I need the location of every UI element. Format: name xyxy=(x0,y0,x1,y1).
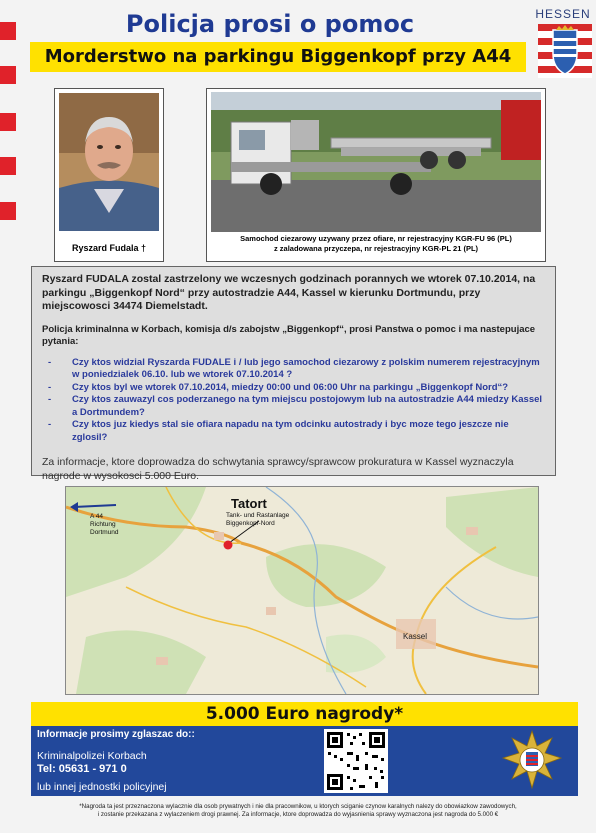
contact-phone: Tel: 05631 - 971 0 xyxy=(37,763,127,775)
police-star-icon xyxy=(501,730,563,792)
intro-paragraph: Ryszard FUDALA zostal zastrzelony we wczesnych godzinach porannych we wtorek 07.10.2014, na parkingu „Biggenkopf Nord“ przy autostradzie A44, Kassel w kierunku Dortmundu, przy miejscowosci 34474 Diemelstadt. xyxy=(42,273,536,312)
map-place-line: Tank- und Rastanlage xyxy=(226,512,290,519)
map-tatort-label: Tatort xyxy=(231,496,267,511)
edge-marker xyxy=(0,66,16,84)
list-dash: - xyxy=(48,356,52,368)
edge-marker xyxy=(0,113,16,131)
victim-caption: Ryszard Fudala † xyxy=(71,243,147,253)
map-kassel-label: Kassel xyxy=(403,632,428,641)
reward-paragraph: Za informacje, ktore doprowadza do schwytania sprawcy/sprawcow prokuratura w Kassel wyznaczyla nagrode w wysokosci 5.000 Euro. xyxy=(42,456,514,482)
page-title: Policja prosi o pomoc xyxy=(125,10,415,38)
map-a44-line: Dortmund xyxy=(90,529,119,536)
tatort-marker-icon xyxy=(224,541,233,550)
list-dash: - xyxy=(48,381,52,393)
question-text: Czy ktos zauwazyl cos poderzanego na tym miejscu postojowym lub na autostradzie A44 miedzy Kassel a Dortmundem? xyxy=(72,394,543,418)
list-item xyxy=(42,382,545,395)
victim-photo-card xyxy=(54,88,164,262)
list-dash: - xyxy=(48,394,52,405)
truck-caption xyxy=(211,234,541,253)
map-a44-line: Richtung xyxy=(90,521,116,528)
list-item xyxy=(42,357,545,382)
hessen-crest-icon xyxy=(538,24,592,78)
truck-photo xyxy=(211,92,541,232)
edge-marker xyxy=(0,202,16,220)
truck-photo-card xyxy=(206,88,546,262)
question-text: Czy ktos juz kiedys stal sie ofiara napadu na tym odcinku autostrady i byc moze tego jeszcze nie zglosil? xyxy=(72,419,509,443)
truck-caption-line: Samochod ciezarowy uzywany przez ofiare, nr rejestracyjny KGR-FU 96 (PL) xyxy=(240,234,512,243)
footnote-line: *Nagroda ta jest przeznaczona wylacznie dla osob prywatnych i nie dla pracownikow, u ktorych sciganie czynow karalnych nalezy do obowiazkow zawodowych, xyxy=(79,803,517,810)
map-place-label xyxy=(226,512,336,528)
edge-marker xyxy=(0,157,16,175)
footnote xyxy=(10,803,586,819)
reward-banner: 5.000 Euro nagrody* xyxy=(31,702,578,726)
contact-heading: Informacje prosimy zglaszac do:: xyxy=(37,729,195,740)
hessen-label: HESSEN xyxy=(535,7,591,21)
list-item xyxy=(42,394,545,419)
list-item xyxy=(42,419,545,444)
list-dash: - xyxy=(48,419,52,430)
map-place-line: Biggenkopf-Nord xyxy=(226,520,275,527)
question-text: Czy ktos widzial Ryszarda FUDALE i / lub jego samochod ciezarowy z polskim numerem rejestracyjnym w poniedzialek 06.10. lub we wtorek 07.10.2014 ? xyxy=(72,356,540,380)
location-map xyxy=(65,486,539,695)
subtitle-banner: Morderstwo na parkingu Biggenkopf przy A44 xyxy=(30,42,526,72)
request-paragraph: Policja kriminalnna w Korbach, komisja d/s zabojstw „Biggenkopf“, prosi Panstwa o pomoc i ma nastepujace pytania: xyxy=(42,323,536,347)
contact-org: Kriminalpolizei Korbach xyxy=(37,750,147,762)
question-text: Czy ktos byl we wtorek 07.10.2014, miedzy 00:00 und 06:00 Uhr na parkingu „Biggenkopf Nord“? xyxy=(72,381,509,393)
contact-alt: lub innej jednostki policyjnej xyxy=(37,781,167,793)
victim-photo xyxy=(59,93,159,231)
appeal-text-box xyxy=(31,266,556,482)
footnote-line: i zostanie przekazana z wylaczeniem drogi prawnej. Za informacje, ktore doprowadza do wyjasnienia sprawy wyznaczona jest nagroda do 5.000 € xyxy=(97,811,499,818)
qr-code-icon[interactable] xyxy=(324,729,388,793)
map-a44-line: A 44 xyxy=(90,513,104,520)
map-a44-label xyxy=(90,513,119,537)
question-list xyxy=(42,357,545,445)
truck-caption-line: z zaladowana przyczepa, nr rejestracyjny KGR-PL 21 (PL) xyxy=(273,243,479,253)
contact-panel xyxy=(31,726,578,796)
